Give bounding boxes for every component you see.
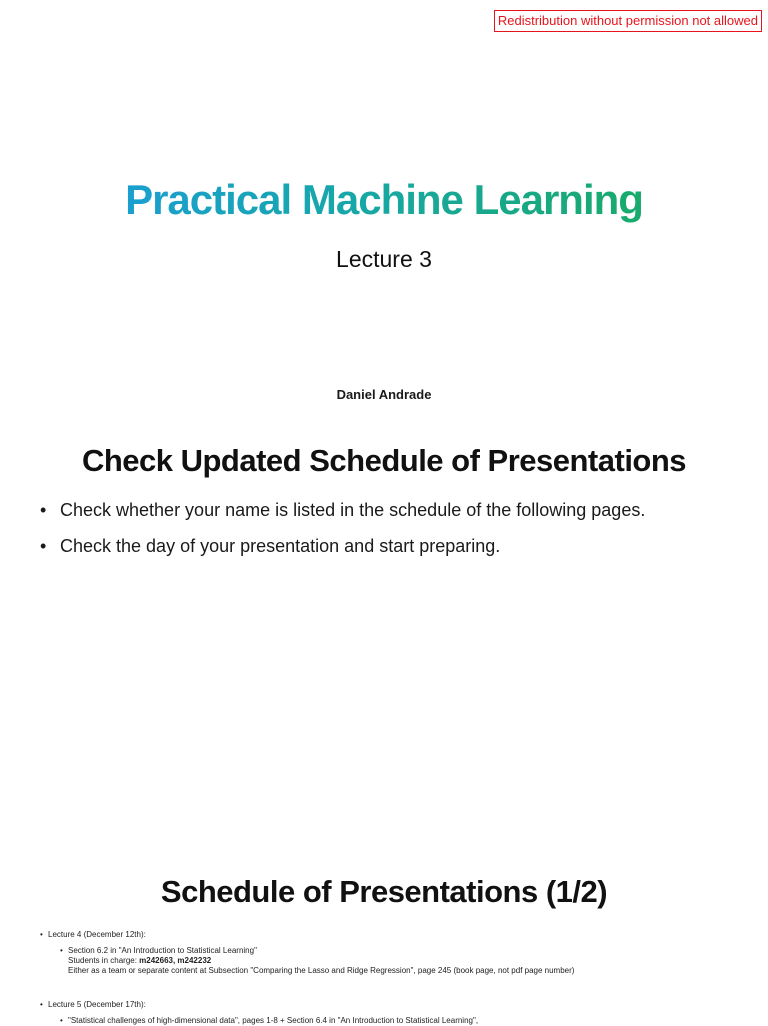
lecture-label: Lecture 4 (December 12th):: [48, 930, 146, 939]
check-bullet-list: [40, 498, 645, 570]
bullet-text: Check whether your name is listed in the schedule of the following pages.: [60, 500, 646, 520]
lecture-entry: [40, 1000, 760, 1010]
schedule-list: [40, 930, 760, 1026]
lecture-item: [60, 1016, 760, 1026]
schedule-heading: Schedule of Presentations (1/2): [160, 874, 608, 909]
bullet-icon: •: [40, 1000, 43, 1009]
bullet-icon: •: [40, 500, 47, 520]
item-text: Either as a team or separate content at Subsection "Comparing the Lasso and Ridge Regression", page 245 (book page, not pdf page number): [68, 966, 575, 975]
title-word: Learning: [473, 176, 643, 223]
bullet-icon: •: [40, 536, 47, 556]
item-text: "Statistical challenges of high-dimensional data", pages 1-8 + Section 6.4 in "An Introduction to Statistical Learning",: [68, 1016, 479, 1025]
bullet-icon: •: [60, 946, 63, 955]
students-line: [68, 956, 760, 966]
lecture-label: Lecture 5 (December 17th):: [48, 1000, 146, 1009]
bullet-icon: •: [60, 1016, 63, 1025]
list-item: [40, 498, 645, 522]
students-prefix: Students in charge:: [68, 956, 140, 965]
lecture-subtitle: Lecture 3: [336, 246, 432, 272]
student-ids: m242663, m242232: [139, 956, 212, 965]
bullet-text: Check the day of your presentation and start preparing.: [60, 536, 501, 556]
title-word: Machine: [301, 176, 463, 223]
lecture-title: [0, 170, 768, 230]
bullet-icon: •: [40, 930, 43, 939]
item-text: Section 6.2 in "An Introduction to Statistical Learning": [68, 946, 257, 955]
check-schedule-heading: Check Updated Schedule of Presentations: [81, 443, 687, 478]
list-item: [40, 534, 645, 558]
redistribution-notice: Redistribution without permission not allowed: [494, 10, 762, 32]
title-word: Practical: [125, 176, 292, 223]
lecture-item: [60, 946, 760, 976]
lecture-entry: [40, 930, 760, 940]
author-name: Daniel Andrade: [336, 387, 432, 402]
